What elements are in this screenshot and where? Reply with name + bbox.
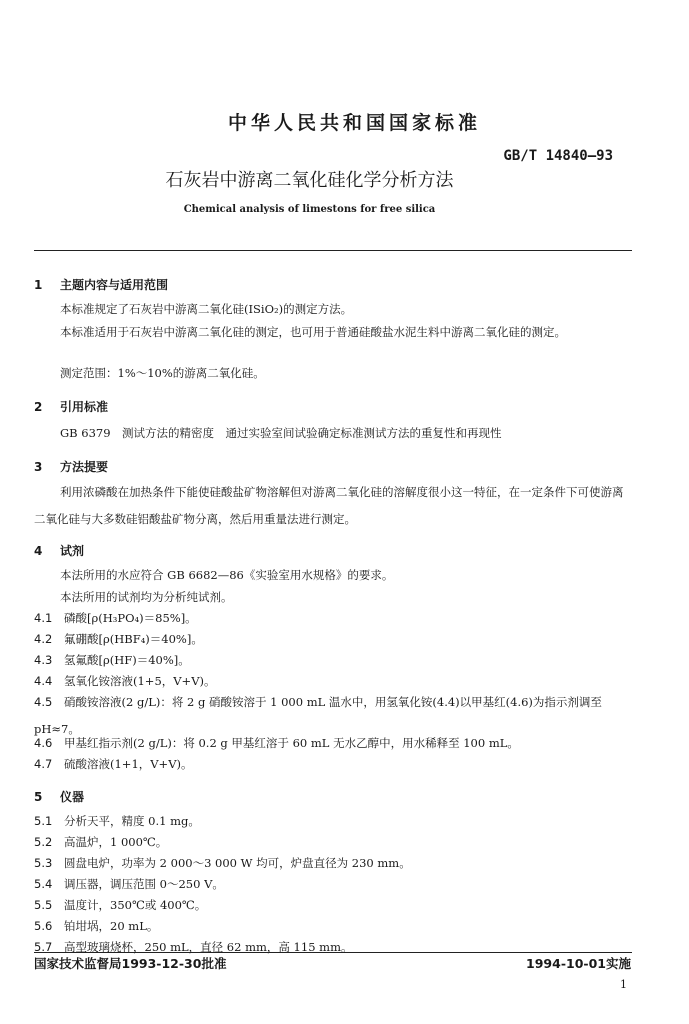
item-number: 4.2 [34,632,53,646]
paragraph-text: GB 6379 测试方法的精密度 通过实验室间试验确定标准测试方法的重复性和再现性 [60,426,502,440]
item-number: 4.1 [34,611,53,625]
section-2-heading [34,398,108,415]
item-text: 分析天平，精度 0.1 mg。 [64,814,200,828]
item-text: 氢氟酸[ρ(HF)＝40%]。 [64,653,190,667]
list-item [34,751,632,778]
item-text: 调压器，调压范围 0～250 V。 [64,877,224,891]
item-number: 4.6 [34,736,53,750]
section-1-heading [34,276,168,293]
section-2-paragraph-1 [34,420,632,447]
footer-rule [34,952,632,953]
item-text: 氟硼酸[ρ(HBF₄)＝40%]。 [64,632,203,646]
section-number: 1 [34,278,43,292]
header-rule [34,250,632,251]
issuing-organization: 中华人民共和国国家标准 [227,112,481,134]
item-number: 4.3 [34,653,53,667]
document-title-en: Chemical analysis of limestons for free silica [183,204,436,215]
standard-number: GB/T 14840—93 [503,148,613,164]
item-number: 5.3 [34,856,53,870]
section-5-heading [34,788,84,805]
effective-date: 1994-10-01实施 [526,956,631,971]
item-number: 5.5 [34,898,53,912]
item-number: 5.1 [34,814,53,828]
paragraph-text: 本标准适用于石灰岩中游离二氧化硅的测定，也可用于普通硅酸盐水泥生料中游离二氧化硅的测定。 [60,325,566,339]
paragraph-text: 测定范围：1%～10%的游离二氧化硅。 [60,366,265,380]
item-text: 硝酸铵溶液(2 g/L)：将 2 g 硝酸铵溶于 1 000 mL 温水中，用氢氧化铵(4.4)以甲基红(4.6)为指示剂调至 pH≈7。 [34,695,602,736]
item-text: 甲基红指示剂(2 g/L)：将 0.2 g 甲基红溶于 60 mL 无水乙醇中，用水稀释至 100 mL。 [64,736,519,750]
section-1-paragraph-2 [34,319,632,346]
section-number: 3 [34,460,43,474]
section-title: 引用标准 [60,400,109,414]
section-3-heading [34,458,108,475]
item-text: 铂坩埚，20 mL。 [64,919,159,933]
section-title: 试剂 [60,544,85,558]
section-number: 5 [34,790,43,804]
section-title: 仪器 [60,790,85,804]
page-number: 1 [620,978,627,991]
section-4-heading [34,542,84,559]
item-text: 圆盘电炉，功率为 2 000～3 000 W 均可，炉盘直径为 230 mm。 [64,856,411,870]
item-number: 4.4 [34,674,53,688]
section-3-paragraph-1 [34,479,632,533]
section-title: 主题内容与适用范围 [60,278,169,292]
item-text: 硫酸溶液(1+1，V+V)。 [64,757,193,771]
item-text: 温度计，350℃或 400℃。 [64,898,207,912]
section-number: 2 [34,400,43,414]
document-title-zh: 石灰岩中游离二氧化硅化学分析方法 [165,170,454,191]
item-text: 高温炉，1 000℃。 [64,835,168,849]
item-number: 5.6 [34,919,53,933]
item-text: 氢氧化铵溶液(1+5，V+V)。 [64,674,216,688]
item-number: 4.5 [34,695,53,709]
section-1-paragraph-3 [34,360,632,387]
item-text: 磷酸[ρ(H₃PO₄)＝85%]。 [64,611,197,625]
approval-date: 国家技术监督局1993-12-30批准 [34,956,227,971]
paragraph-text: 本法所用的试剂均为分析纯试剂。 [60,590,233,604]
item-number: 4.7 [34,757,53,771]
paragraph-text: 本法所用的水应符合 GB 6682—86《实验室用水规格》的要求。 [60,568,394,582]
item-number: 5.2 [34,835,53,849]
item-text: 高型玻璃烧杯，250 mL，直径 62 mm，高 115 mm。 [64,940,353,954]
section-number: 4 [34,544,43,558]
section-title: 方法提要 [60,460,109,474]
item-number: 5.4 [34,877,53,891]
item-number: 5.7 [34,940,53,954]
paragraph-text: 利用浓磷酸在加热条件下能使硅酸盐矿物溶解但对游离二氧化硅的溶解度很小这一特征，在一定条件下可使游离二氧化硅与大多数硅铝酸盐矿物分离，然后用重量法进行测定。 [34,485,624,526]
paragraph-text: 本标准规定了石灰岩中游离二氧化硅(ISiO₂)的测定方法。 [60,302,353,316]
